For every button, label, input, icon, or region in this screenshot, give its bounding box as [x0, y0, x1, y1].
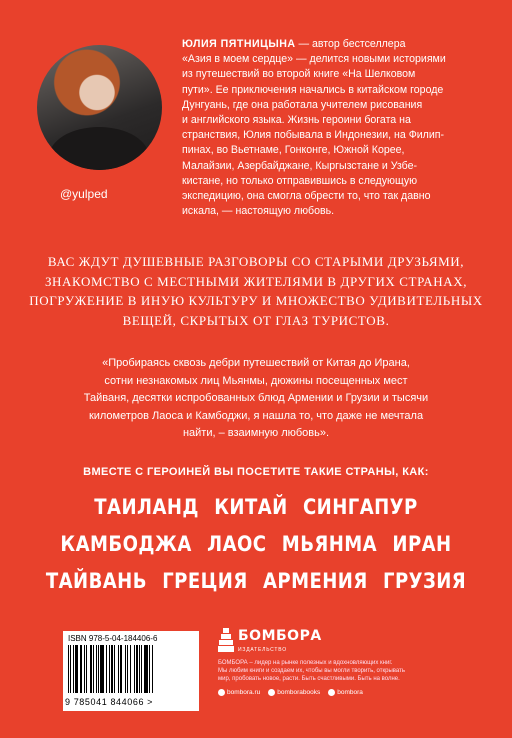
countries-list	[0, 489, 512, 600]
barcode-digits: 9 785041 844066 >	[65, 697, 154, 707]
publisher-name: БОМБОРА	[238, 628, 322, 644]
social-link[interactable]: bombora	[328, 689, 363, 696]
quote-paragraph: «Пробираясь сквозь дебри путешествий от Китая до Ирана, сотни незнакомых лиц Мьянмы, дюжины посещенных мест Тайваня, десятки испробованных блюд Армении и Грузии и тысячи километров Лаоса и Камбоджи, я нашла то, что даже не мечтала найти, – взаимную любовь».	[83, 357, 429, 439]
barcode-bars	[68, 645, 194, 693]
author-photo	[37, 45, 162, 170]
intro-paragraph: ВАС ЖДУТ ДУШЕВНЫЕ РАЗГОВОРЫ СО СТАРЫМИ ДРУЗЬЯМИ, ЗНАКОМСТВО С МЕСТНЫМИ ЖИТЕЛЯМИ В ДРУГИХ СТРАНАХ, ПОГРУЖЕНИЕ В ИНУЮ КУЛЬТУРУ И МНОЖЕСТВО УДИВИТЕЛЬНЫХ ВЕЩЕЙ, СКРЫТЫХ ОТ ГЛАЗ ТУРИСТОВ.	[29, 254, 483, 328]
country: ГРУЗИЯ	[383, 569, 467, 593]
author-name: ЮЛИЯ ПЯТНИЦЫНА	[182, 38, 296, 50]
country: СИНГАПУР	[302, 495, 418, 519]
website-link[interactable]: bombora.ru	[218, 689, 260, 696]
social-link[interactable]: bomborabooks	[268, 689, 320, 696]
countries-row	[36, 489, 476, 526]
country: ИРАН	[392, 532, 452, 556]
country: ТАИЛАНД	[94, 495, 199, 519]
country: КИТАЙ	[214, 495, 288, 519]
barcode	[63, 631, 199, 711]
country: МЬЯНМА	[281, 532, 378, 556]
country: КАМБОДЖА	[60, 532, 192, 556]
author-handle: @yulped	[60, 187, 108, 201]
countries-row	[36, 526, 476, 563]
publisher-block	[218, 628, 418, 696]
isbn-text: ISBN 978-5-04-184406-6	[68, 634, 158, 643]
countries-heading: ВМЕСТЕ С ГЕРОИНЕЙ ВЫ ПОСЕТИТЕ ТАКИЕ СТРАНЫ, КАК:	[83, 466, 429, 478]
publisher-links	[218, 689, 418, 696]
publisher-subtitle: ИЗДАТЕЛЬСТВО	[238, 647, 287, 653]
bombora-logo-icon	[218, 628, 234, 652]
country: ЛАОС	[207, 532, 267, 556]
country: АРМЕНИЯ	[263, 569, 368, 593]
publisher-description: БОМБОРА – лидер на рынке полезных и вдохновляющих книг. Мы любим книги и создаем их, чтобы вы могли творить, открывать мир, пробовать новое, расти. Быть счастливыми. Быть на волне.	[218, 660, 405, 682]
social-icon	[268, 689, 275, 696]
countries-row	[36, 563, 476, 600]
author-bio: ЮЛИЯ ПЯТНИЦЫНА — автор бестселлера «Азия в моем сердце» — делится новыми историями из путешествий во второй книге «На Шелковом пути». Ее приключения начались в китайском городе Дунгуань, где она работала учителем рисования и английского языка. Жизнь героини богата на странствия, Юлия побывала в Индонезии, на Филип- пинах, во Вьетнаме, Гонконге, Южной Корее, Малайзии, Азербайджане, Кыргызстане и Узбе- кистане, но только отправившись в следующую экспедицию, она смогла обрести то, что так давно искала, — настоящую любовь.	[182, 38, 446, 218]
country: ТАЙВАНЬ	[45, 569, 147, 593]
messenger-icon	[328, 689, 335, 696]
country: ГРЕЦИЯ	[162, 569, 248, 593]
globe-icon	[218, 689, 225, 696]
